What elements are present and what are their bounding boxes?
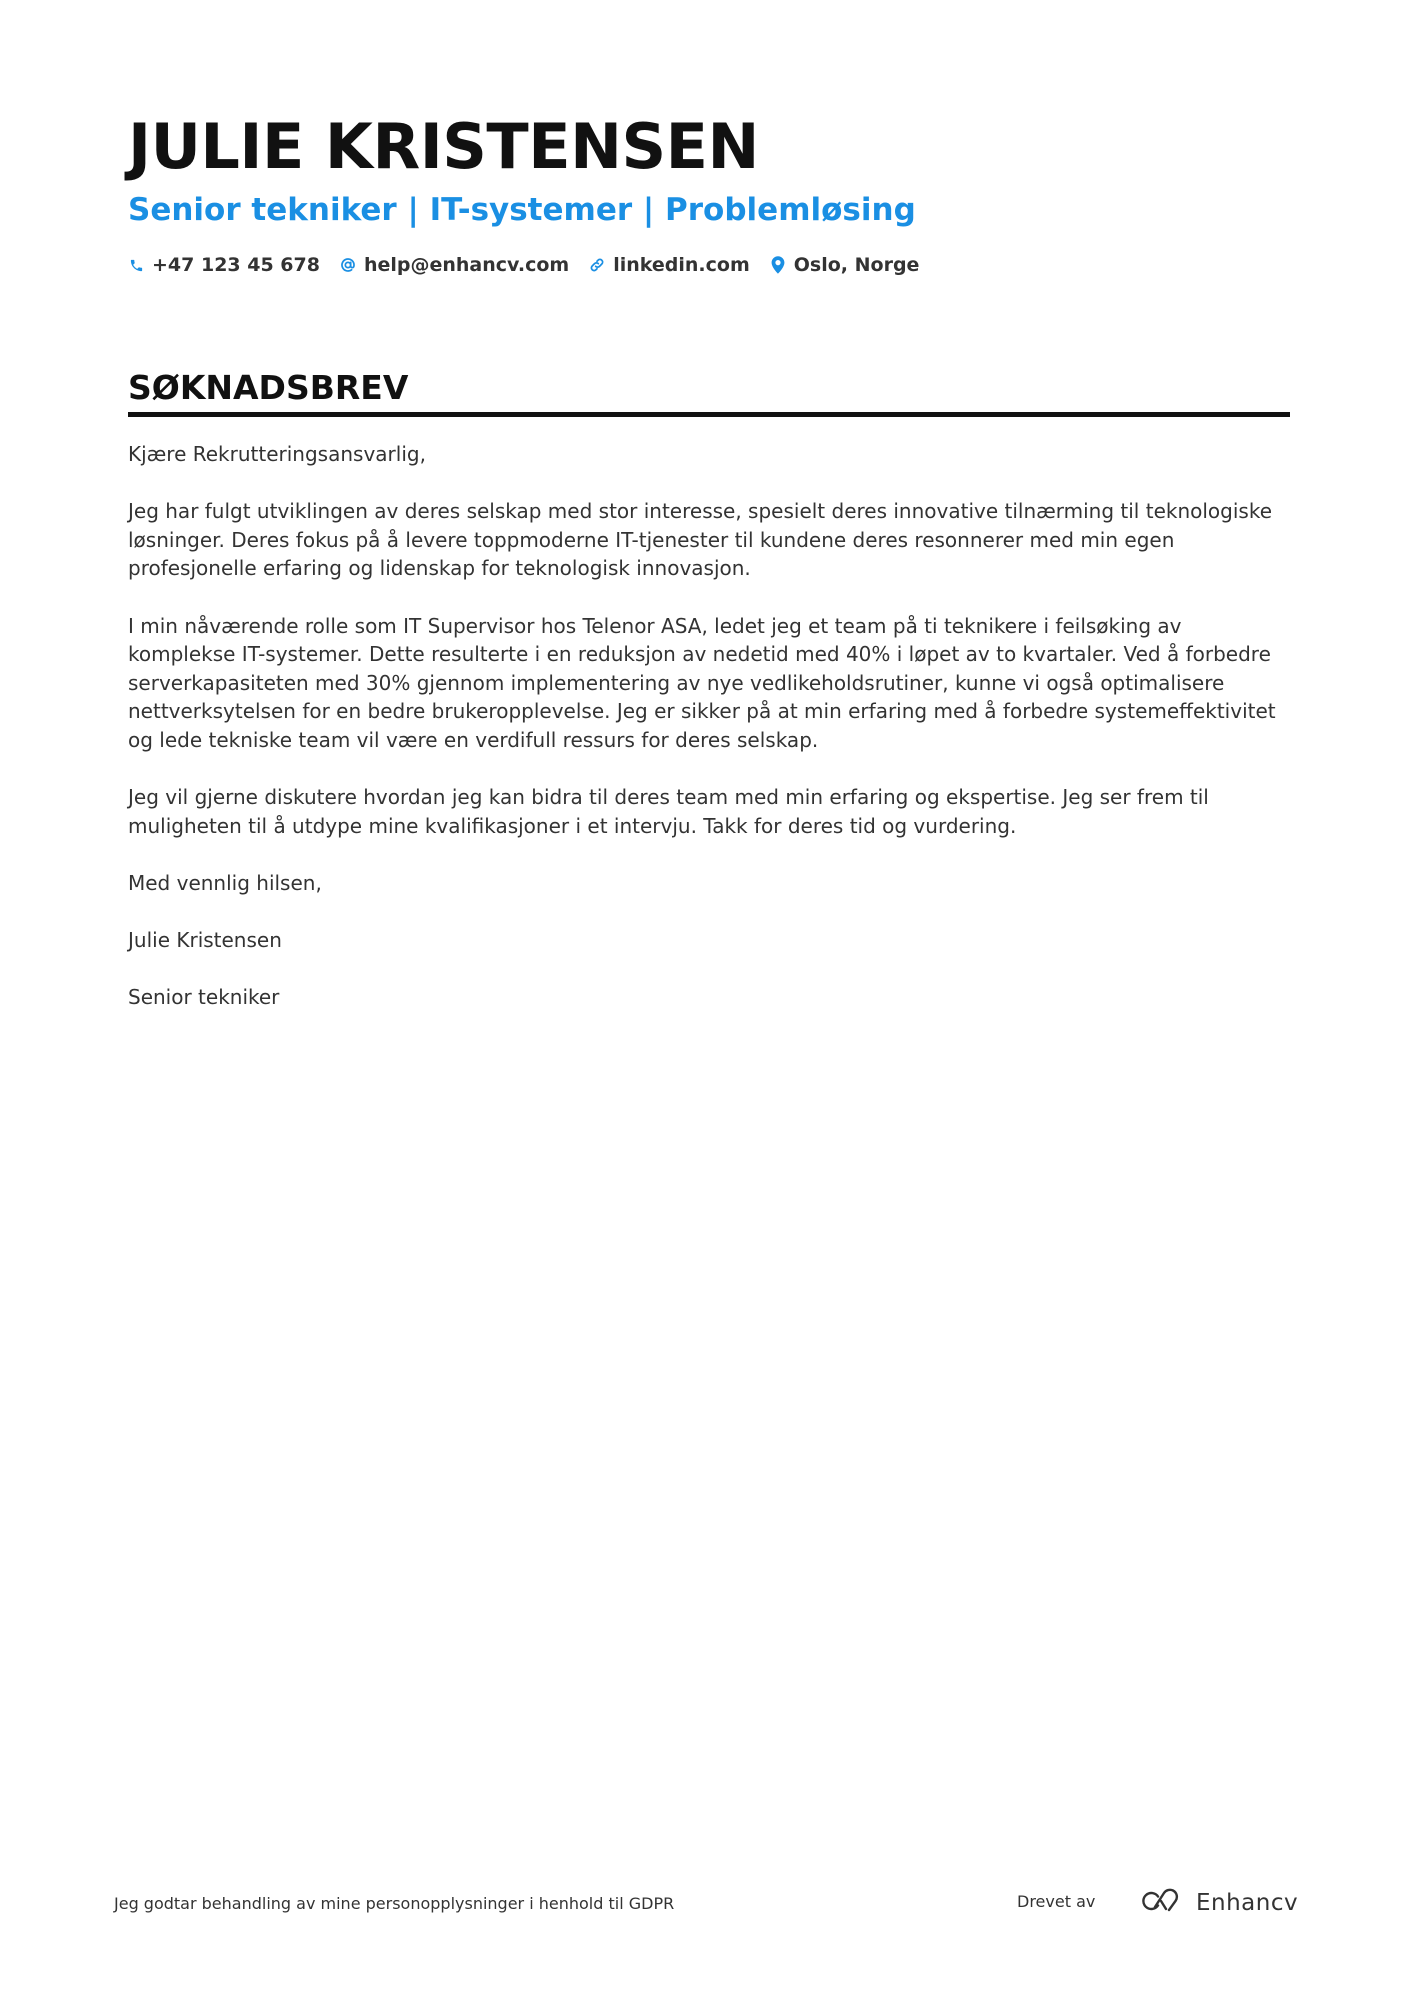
contact-location [770, 254, 920, 276]
footer [114, 1888, 1299, 1920]
letter-closing: Med vennlig hilsen, [128, 870, 322, 895]
brand-name: Enhancv [1196, 1890, 1299, 1916]
enhancv-brand-link[interactable] [1138, 1888, 1298, 1918]
link-icon [589, 256, 605, 274]
letter-paragraph: I min nåværende rolle som IT Supervisor hos Telenor ASA, ledet jeg et team på ti teknikere i feilsøking av komplekse IT-systemer. Dette resulterte i en reduksjon av nedetid med 40% i løpet av to kvartaler. Ved å forbedre serverkapasiteten med 30% gjennom implementering av nye vedlikeholdsrutiner, kunne vi også optimalisere nettverksytelsen for en bedre brukeropplevelse. Jeg er sikker på at min erfaring med å forbedre systemeffektivitet og lede tekniske team vil være en verdifull ressurs for deres selskap. [128, 613, 1276, 752]
contact-phone[interactable] [128, 254, 320, 276]
letter-paragraph: Jeg har fulgt utviklingen av deres selskap med stor interesse, spesielt deres innovative tilnærming til teknologiske løsninger. Deres fokus på å levere toppmoderne IT-tjenester til kundene deres resonnerer med min egen profesjonelle erfaring og lidenskap for teknologisk innovasjon. [128, 499, 1273, 581]
contact-email[interactable] [340, 254, 569, 276]
linkedin-text: linkedin.com [613, 254, 750, 276]
section-title: SØKNADSBREV [128, 366, 1290, 417]
letter-paragraph: Jeg vil gjerne diskutere hvordan jeg kan bidra til deres team med min erfaring og ekspertise. Jeg ser frem til muligheten til å utdype mine kvalifikasjoner i et intervju. Takk for deres tid og vurdering. [128, 785, 1209, 838]
signature-name: Julie Kristensen [128, 928, 282, 953]
phone-icon [128, 256, 144, 274]
contact-linkedin[interactable] [589, 254, 750, 276]
email-text: help@enhancv.com [363, 254, 570, 276]
signature-title: Senior tekniker [128, 985, 280, 1010]
contact-bar [128, 254, 939, 276]
at-icon [340, 256, 356, 274]
cover-letter-body [128, 440, 1290, 1040]
location-text: Oslo, Norge [793, 254, 920, 276]
gdpr-consent-text: Jeg godtar behandling av mine personopplysninger i henhold til GDPR [114, 1894, 675, 1913]
powered-by-text: Drevet av [1017, 1892, 1096, 1911]
headline: Senior tekniker | IT-systemer | Problemløsing [128, 192, 916, 228]
location-pin-icon [770, 256, 786, 274]
applicant-name: JULIE KRISTENSEN [128, 110, 759, 183]
phone-text: +47 123 45 678 [152, 254, 320, 276]
letter-greeting: Kjære Rekrutteringsansvarlig, [128, 442, 426, 466]
enhancv-logo-icon [1138, 1888, 1184, 1918]
